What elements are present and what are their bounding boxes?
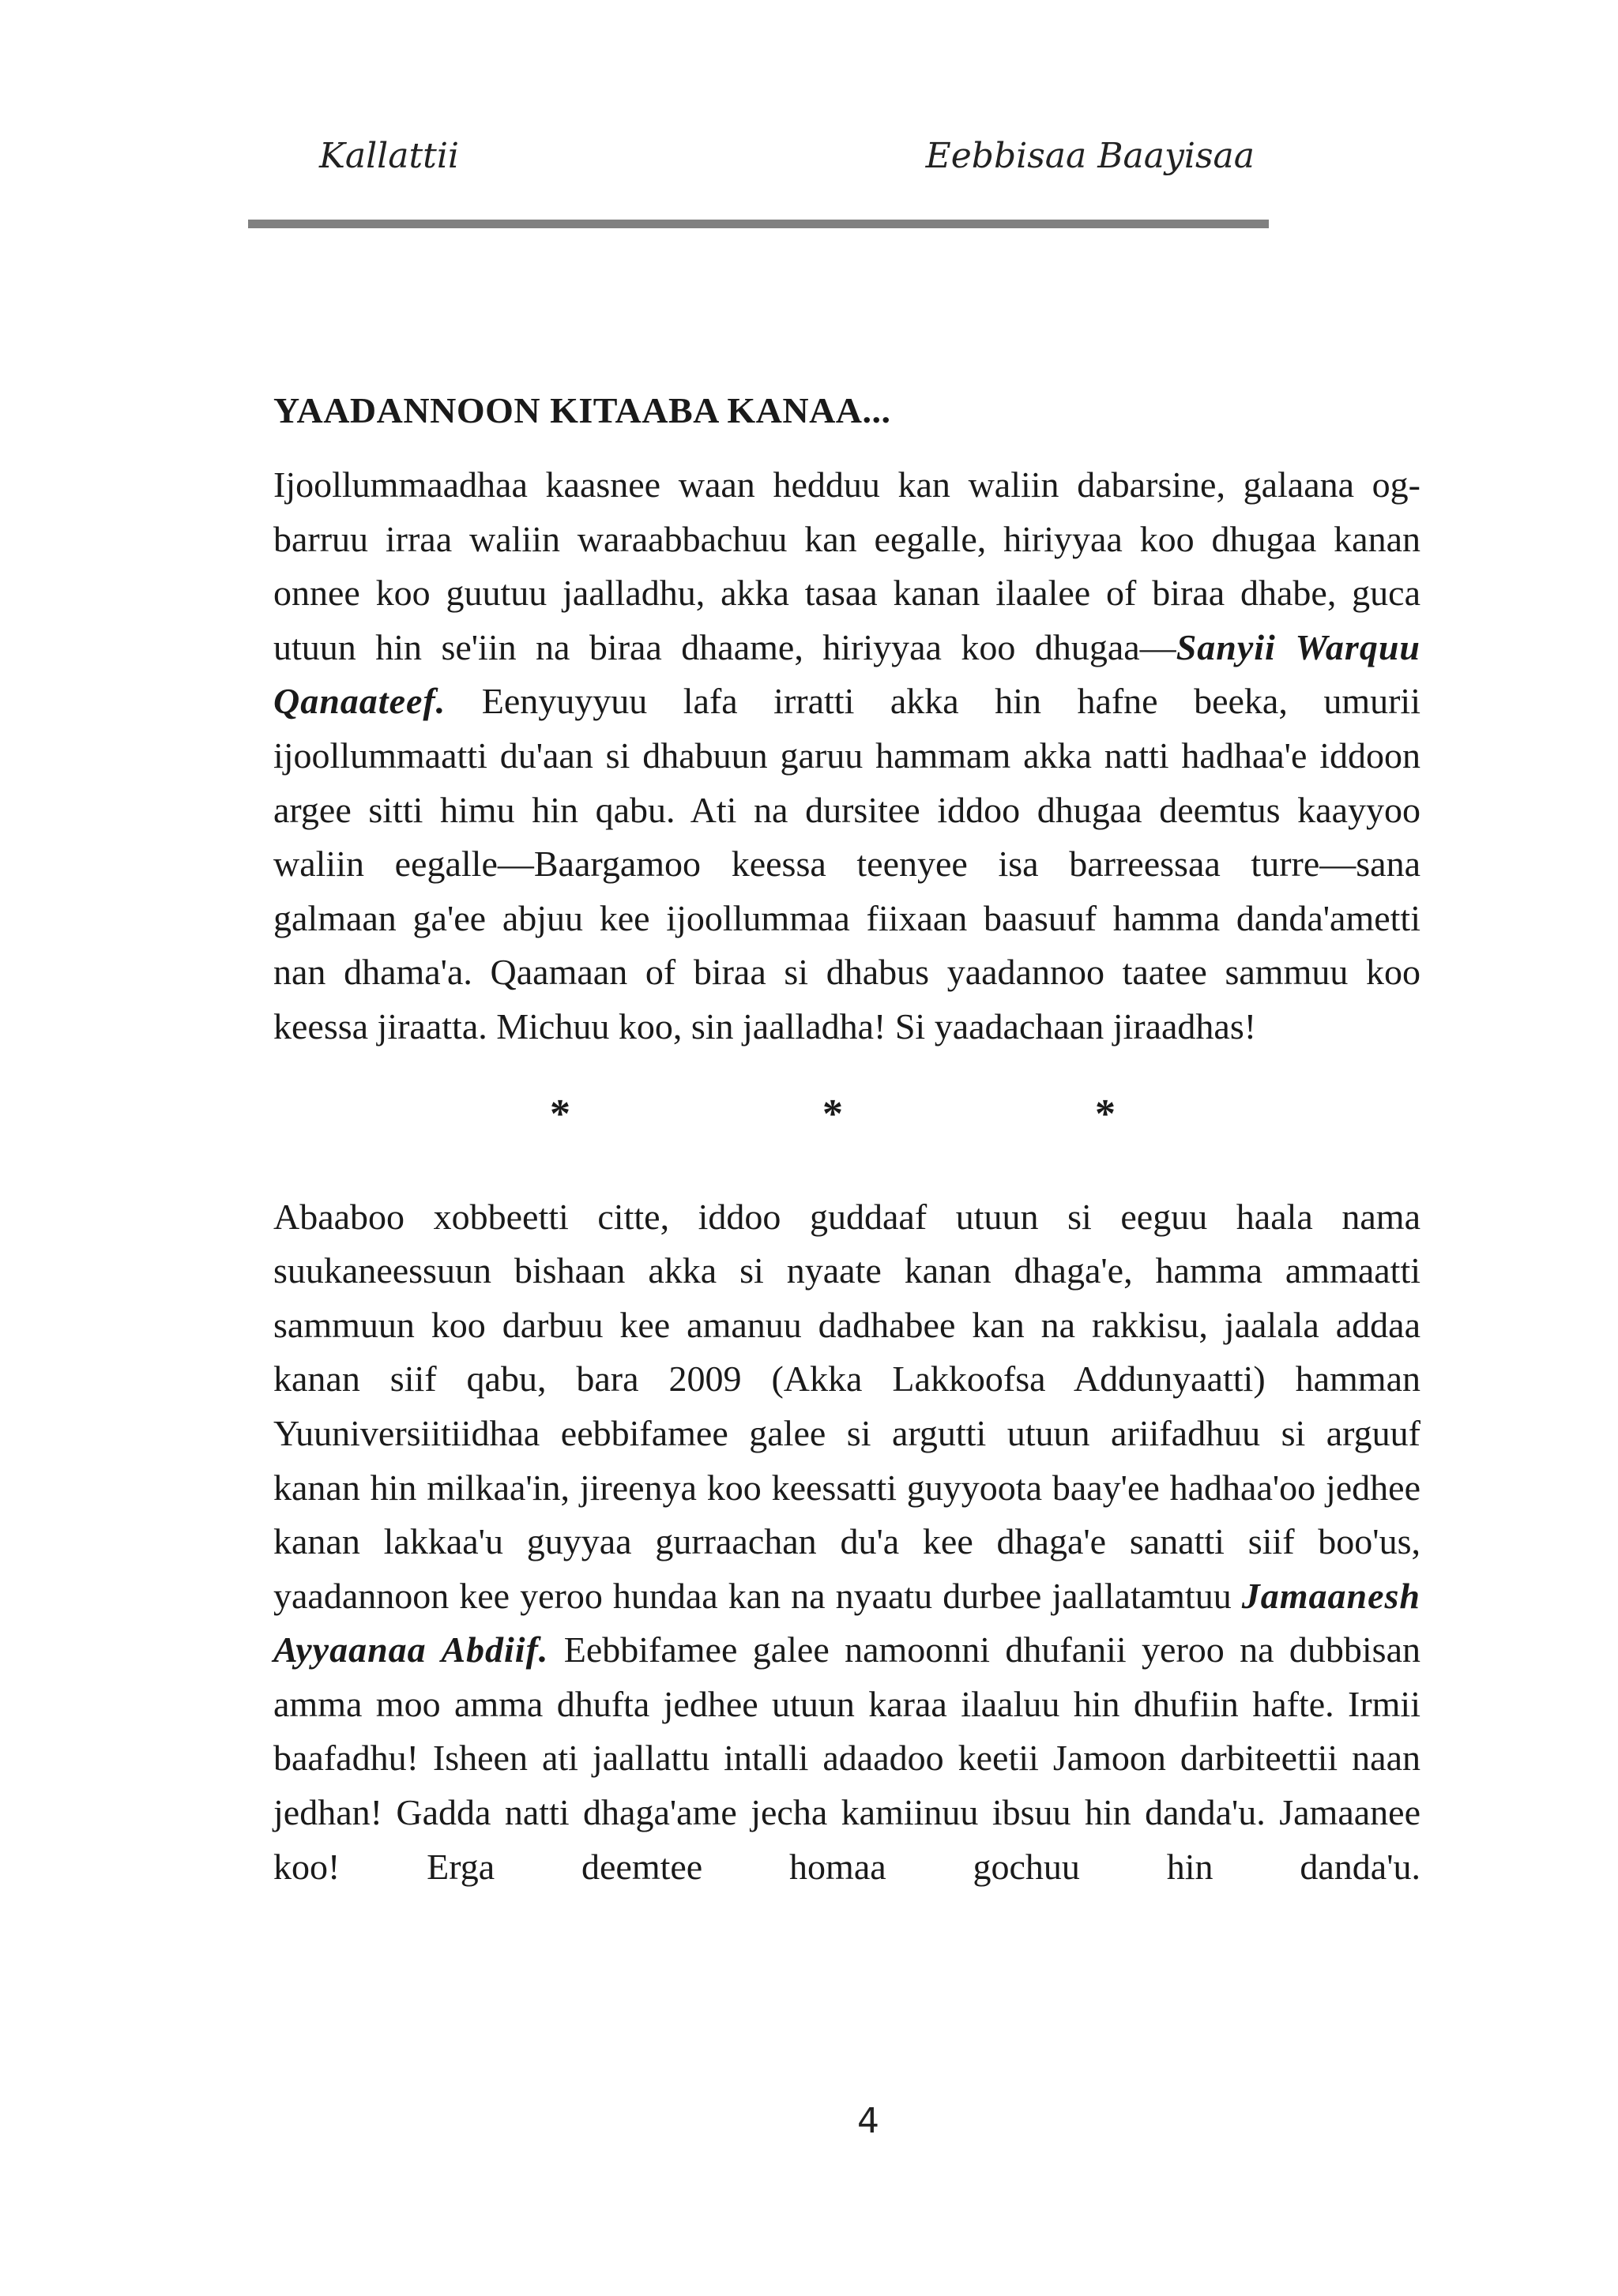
running-header <box>248 136 1267 176</box>
paragraph-1-text-start: Ijoollummaadhaa kaasnee waan hedduu kan waliin dabarsine, galaana og-barruu irraa waliin waraabbachuu kan eegalle, hiriyyaa koo dhugaa kanan onnee koo guutuu jaalladhu, akka tasaa kanan ilaalee of biraa dhabe, guca utuun hin se'iin na biraa dhaame, hiriyyaa koo dhugaa— <box>273 464 1420 667</box>
section-heading: YAADANNOON KITAABA KANAA... <box>273 390 891 430</box>
paragraph-1-text-end: Eenyuyyuu lafa irratti akka hin hafne beeka, umurii ijoollummaatti du'aan si dhabuun garuu hammam akka natti hadhaa'e iddoon argee sitti himu hin qabu. Ati na dursitee iddoo dhugaa deemtus kaayyoo waliin eegalle—Baargamoo keessa teenyee isa barreessaa turre—sana galmaan ga'ee abjuu kee ijoollummaa fiixaan baasuuf hamma danda'ametti nan dhama'a. Qaamaan of biraa si dhabus yaadannoo taatee sammuu koo keessa jiraatta. Michuu koo, sin jaalladha! Si yaadachaan jiraadhas! <box>273 681 1420 1047</box>
paragraph-2-text-start: Abaaboo xobbeetti citte, iddoo guddaaf utuun si eeguu haala nama suukaneessuun bishaan akka si nyaate kanan dhaga'e, hamma ammaatti sammuun koo darbuu kee amanuu dadhabee kan na rakkisu, jaalala addaa kanan siif qabu, bara 2009 (Akka Lakkoofsa Addunyaatti) hamman Yuuniversiitiidhaa eebbifamee galee si argutti utuun ariifadhuu si arguuf kanan hin milkaa'in, jireenya koo keessatti guyyoota baay'ee hadhaa'oo jedhee kanan lakkaa'u guyyaa gurraachan du'a kee dhaga'e sanatti siif boo'us, yaadannoon kee yeroo hundaa kan na nyaatu durbee jaallatamtuu <box>273 1196 1420 1616</box>
dedicatee-name-2: Jamaanesh Ayyaanaa Abdiif. <box>273 1575 1420 1670</box>
paragraph-dedication-1 <box>273 458 1420 1054</box>
page-body <box>273 371 1420 1894</box>
header-divider-rule <box>248 220 1269 228</box>
section-separator <box>550 1083 1116 1146</box>
paragraph-2-text-end: Eebbifamee galee namoonni dhufanii yeroo na dubbisan amma moo amma dhufta jedhee utuun karaa ilaaluu hin dhufiin hafte. Irmii baafadhu! Isheen ati jaallattu intalli adaadoo keetii Jamoon darbiteettii naan jedhan! Gadda natti dhaga'ame jecha kamiinuu ibsuu hin danda'u. Jamaanee koo! Erga deemtee homaa gochuu hin danda'u. <box>273 1629 1420 1887</box>
dedicatee-name-1: Sanyii Warquu Qanaateef. <box>273 626 1420 722</box>
paragraph-dedication-2 <box>273 1190 1420 1895</box>
separator-star: * <box>550 1091 570 1137</box>
header-author-name: Eebbisaa Baayisaa <box>925 136 1255 176</box>
separator-star: * <box>1095 1091 1116 1137</box>
page-number: 4 <box>857 2101 879 2141</box>
header-book-title: Kallattii <box>319 136 459 176</box>
separator-star: * <box>822 1091 843 1137</box>
